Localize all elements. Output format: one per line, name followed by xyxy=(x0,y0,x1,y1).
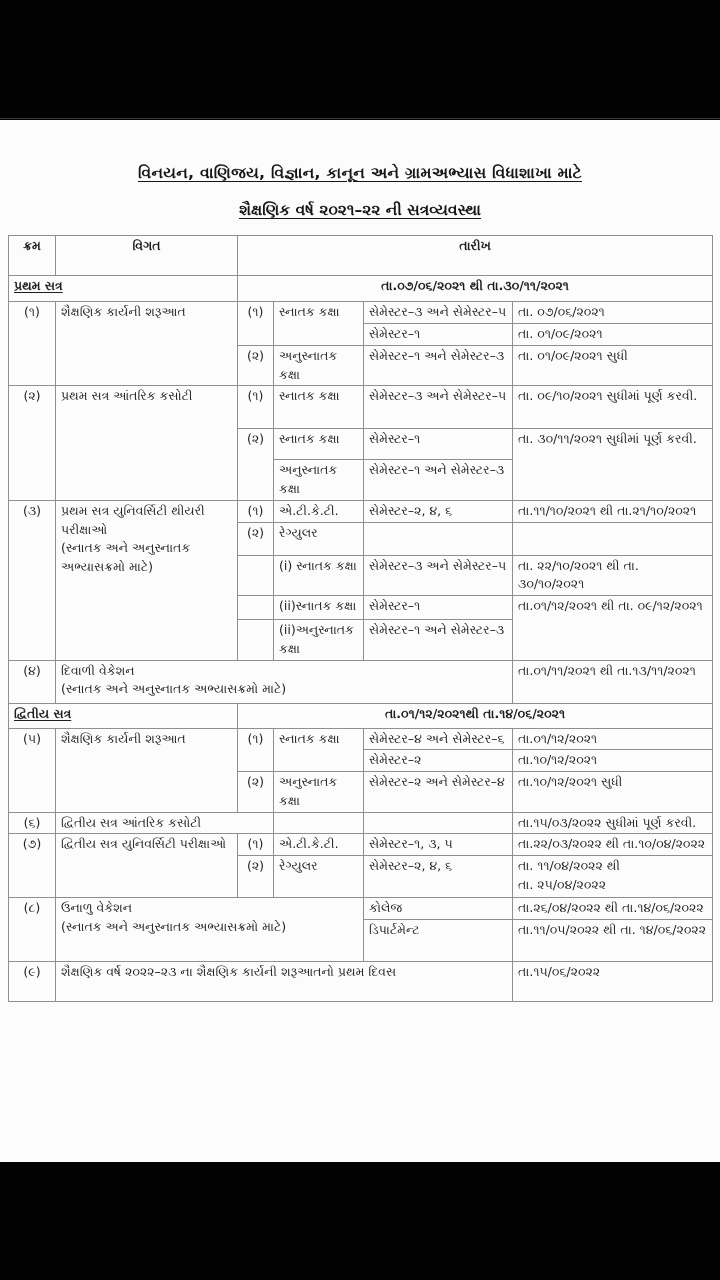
row3-detail-line1: પ્રથમ સત્ર યુનિવર્સિટી થીયરી પરીક્ષાઓ xyxy=(61,502,205,537)
row9-serial-cell: (૯) xyxy=(9,961,56,1001)
row3-sub2-date-cell-empty xyxy=(513,522,713,555)
row7-sub1-category-cell: એ.ટી.કે.ટી. xyxy=(274,834,364,856)
row4-date-cell: તા.૦૧/૧૧/૨૦૨૧ થી તા.૧૩/૧૧/૨૦૨૧ xyxy=(513,660,713,703)
document-title-line2: શૈક્ષણિક વર્ષ ૨૦૨૧–૨૨ ની સત્રવ્યવસ્થા xyxy=(239,201,481,219)
row7-sub2-date-cell xyxy=(513,856,713,898)
row3-sub2-semester-cell-empty xyxy=(364,522,513,555)
row5-sub1b-semester-cell: સેમેસ્ટર–૨ xyxy=(364,750,513,772)
row5-sub2-category-cell: અનુસ્નાતક કક્ષા xyxy=(274,772,364,813)
row5-sub1b-date-cell: તા.૧૦/૧૨/૨૦૨૧ xyxy=(513,750,713,772)
row2-sub1-num-cell: (૧) xyxy=(238,386,274,429)
row1-serial-cell: (૧) xyxy=(9,302,56,386)
row5-detail-cell: શૈક્ષણિક કાર્યની શરૂઆત xyxy=(56,728,238,812)
row4-serial-cell: (૪) xyxy=(9,660,56,703)
row5-serial-cell: (૫) xyxy=(9,728,56,812)
section1-dates-cell: તા.૦૭/૦૬/૨૦૨૧ થી તા.૩૦/૧૧/૨૦૨૧ xyxy=(238,276,713,302)
document-title-line1: વિનયન, વાણિજય, વિજ્ઞાન, કાનૂન અને ગ્રામઅભ્યાસ વિધાશાખા માટે xyxy=(138,164,582,182)
row6-serial-cell: (૬) xyxy=(9,812,56,834)
row3-sub3-date-cell: તા. ૨૨/૧૦/૨૦૨૧ થી તા. ૩૦/૧૦/૨૦૨૧ xyxy=(513,555,713,596)
row2-sub2-date-cell: તા. ૩૦/૧૧/૨૦૨૧ સુધીમાં પૂર્ણ કરવી. xyxy=(513,429,713,501)
row2-detail-cell: પ્રથમ સત્ર આંતરિક કસોટી xyxy=(56,386,238,501)
row7-detail-cell: દ્વિતીય સત્ર યુનિવર્સિટી પરીક્ષાઓ xyxy=(56,834,238,898)
row4-detail-line1: દિવાળી વેકેશન xyxy=(61,662,135,678)
row7-sub2-date-line1: તા. ૧૧/૦૪/૨૦૨૨ થી xyxy=(518,858,620,873)
row1-sub2-semester-cell: સેમેસ્ટર–૧ અને સેમેસ્ટર–૩ xyxy=(364,345,513,386)
row5-sub2-semester-cell: સેમેસ્ટર–૨ અને સેમેસ્ટર–૪ xyxy=(364,772,513,813)
row5-sub2-date-cell: તા.૧૦/૧૨/૨૦૨૧ સુધી xyxy=(513,772,713,813)
row8b-date-cell: તા.૧૧/૦૫/૨૦૨૨ થી તા. ૧૪/૦૬/૨૦૨૨ xyxy=(513,919,713,961)
section2-label: દ્વિતીય સત્ર xyxy=(14,705,72,721)
row5-sub1a-semester-cell: સેમેસ્ટર–૪ અને સેમેસ્ટર–૬ xyxy=(364,728,513,750)
row8a-category-cell: કોલેજ xyxy=(364,898,513,920)
row8a-date-cell: તા.૨૬/૦૪/૨૦૨૨ થી તા.૧૪/૦૬/૨૦૨૨ xyxy=(513,898,713,920)
row3-detail-line2: (સ્નાતક અને અનુસ્નાતક અભ્યાસક્રમો માટે) xyxy=(61,540,191,574)
row3-sub4-semester-cell: સેમેસ્ટર–૧ xyxy=(364,596,513,620)
row2-sub1-semester-cell: સેમેસ્ટર–૩ અને સેમેસ્ટર–૫ xyxy=(364,386,513,429)
row3-sub1-num-cell: (૧) xyxy=(238,500,274,522)
row2-sub1-date-cell: તા. ૦૯/૧૦/૨૦૨૧ સુધીમાં પૂર્ણ કરવી. xyxy=(513,386,713,429)
section2-dates-cell: તા.૦૧/૧૨/૨૦૨૧થી તા.૧૪/૦૬/૨૦૨૧ xyxy=(238,703,713,728)
row2-sub2a-category-cell: સ્નાતક કક્ષા xyxy=(274,429,364,460)
row7-sub2-category-cell: રેગ્યુલર xyxy=(274,856,364,898)
row3-sub5-category-cell: (ii)અનુસ્નાતક કક્ષા xyxy=(274,620,364,661)
row7-sub1-semester-cell: સેમેસ્ટર–૧, ૩, ૫ xyxy=(364,834,513,856)
row3-sub3-semester-cell: સેમેસ્ટર–૩ અને સેમેસ્ટર–૫ xyxy=(364,555,513,596)
row1-sub2-num-cell: (૨) xyxy=(238,345,274,386)
row7-sub2-semester-cell: સેમેસ્ટર–૨, ૪, ૬ xyxy=(364,856,513,898)
row1-sub2-category-cell: અનુસ્નાતક કક્ષા xyxy=(274,345,364,386)
row3-sub2-num-cell: (૨) xyxy=(238,522,274,555)
row7-sub1-date-cell: તા.૨૨/૦૩/૨૦૨૨ થી તા.૧૦/૦૪/૨૦૨૨ xyxy=(513,834,713,856)
top-letterbox xyxy=(0,0,720,119)
row9-detail-cell: શૈક્ષણિક વર્ષ ૨૦૨૨–૨૩ ના શૈક્ષણિક કાર્યની શરૂઆતનો પ્રથમ દિવસ xyxy=(56,961,513,1001)
row8b-category-cell: ડિપાર્ટમેન્ટ xyxy=(364,919,513,961)
row2-sub2a-semester-cell: સેમેસ્ટર–૧ xyxy=(364,429,513,460)
row1-detail-cell: શૈક્ષણિક કાર્યની શરૂઆત xyxy=(56,302,238,386)
row3-sub1-category-cell: એ.ટી.કે.ટી. xyxy=(274,500,364,522)
row3-sub3-category-cell: (i) સ્નાતક કક્ષા xyxy=(274,555,364,596)
row1-sub1a-date-cell: તા. ૦૭/૦૬/૨૦૨૧ xyxy=(513,302,713,324)
row1-sub1b-semester-cell: સેમેસ્ટર–૧ xyxy=(364,324,513,346)
row1-sub1-category-cell: સ્નાતક કક્ષા xyxy=(274,302,364,346)
row2-sub2b-category-cell: અનુસ્નાતક કક્ષા xyxy=(274,460,364,501)
row7-sub2-date-line2: તા. ૨૫/૦૪/૨૦૨૨ xyxy=(518,876,607,892)
row5-sub1-category-cell: સ્નાતક કક્ષા xyxy=(274,728,364,772)
row1-sub2-date-cell: તા. ૦૧/૦૯/૨૦૨૧ સુધી xyxy=(513,345,713,386)
row2-sub2-num-cell: (૨) xyxy=(238,429,274,501)
bottom-letterbox xyxy=(0,1162,720,1280)
row4-detail-line2: (સ્નાતક અને અનુસ્નાતક અભ્યાસક્રમો માટે) xyxy=(61,681,287,697)
academic-calendar-table xyxy=(8,235,713,1002)
row3-sub2-category-cell: રેગ્યુલર xyxy=(274,522,364,555)
row7-serial-cell: (૭) xyxy=(9,834,56,898)
row3-sub45-date-cell: તા.૦૧/૧૨/૨૦૨૧ થી તા. ૦૯/૧૨/૨૦૨૧ xyxy=(513,596,713,661)
row7-sub2-num-cell: (૨) xyxy=(238,856,274,898)
row2-sub2b-semester-cell: સેમેસ્ટર–૧ અને સેમેસ્ટર–૩ xyxy=(364,460,513,501)
row5-sub2-num-cell: (૨) xyxy=(238,772,274,813)
row2-serial-cell: (૨) xyxy=(9,386,56,501)
row1-sub1b-date-cell: તા. ૦૧/૦૯/૨૦૨૧ xyxy=(513,324,713,346)
row7-sub1-num-cell: (૧) xyxy=(238,834,274,856)
row3-sub5-num-cell-empty xyxy=(238,620,274,661)
row3-sub3-num-cell-empty xyxy=(238,555,274,596)
row6-date-cell: તા.૧૫/૦૩/૨૦૨૨ સુધીમાં પૂર્ણ કરવી. xyxy=(513,812,713,834)
header-detail-cell: વિગત xyxy=(56,236,238,276)
row1-sub1-num-cell: (૧) xyxy=(238,302,274,346)
row4-detail-cell xyxy=(56,660,513,703)
row6-semester-cell-empty xyxy=(364,812,513,834)
row9-date-cell: તા.૧૫/૦૬/૨૦૨૨ xyxy=(513,961,713,1001)
row3-sub4-num-cell-empty xyxy=(238,596,274,620)
header-date-cell: તારીખ xyxy=(238,236,713,276)
row3-sub4-category-cell: (ii)સ્નાતક કક્ષા xyxy=(274,596,364,620)
section1-label-cell xyxy=(9,276,238,302)
row5-sub1-num-cell: (૧) xyxy=(238,728,274,772)
row3-serial-cell: (૩) xyxy=(9,500,56,660)
row8-detail-cell xyxy=(56,898,364,962)
row6-detail-cell: દ્વિતીય સત્ર આંતરિક કસોટી xyxy=(56,812,274,834)
row8-detail-line2: (સ્નાતક અને અનુસ્નાતક અભ્યાસક્રમો માટે) xyxy=(61,918,287,934)
header-serial-cell: ક્રમ xyxy=(9,236,56,276)
row3-sub1-semester-cell: સેમેસ્ટર–૨, ૪, ૬ xyxy=(364,500,513,522)
row2-sub1-category-cell: સ્નાતક કક્ષા xyxy=(274,386,364,429)
document-page xyxy=(0,120,720,1162)
row6-category-cell-empty xyxy=(274,812,364,834)
row8-detail-line1: ઉનાળુ વેકેશન xyxy=(61,900,133,915)
row3-sub5-semester-cell: સેમેસ્ટર–૧ અને સેમેસ્ટર–૩ xyxy=(364,620,513,661)
row1-sub1a-semester-cell: સેમેસ્ટર–૩ અને સેમેસ્ટર–૫ xyxy=(364,302,513,324)
row3-sub1-date-cell: તા.૧૧/૧૦/૨૦૨૧ થી તા.૨૧/૧૦/૨૦૨૧ xyxy=(513,500,713,522)
section2-label-cell xyxy=(9,703,238,728)
row3-detail-cell xyxy=(56,500,238,660)
row8-serial-cell: (૮) xyxy=(9,898,56,962)
section1-label: પ્રથમ સત્ર xyxy=(14,278,63,293)
row5-sub1a-date-cell: તા.૦૧/૧૨/૨૦૨૧ xyxy=(513,728,713,750)
